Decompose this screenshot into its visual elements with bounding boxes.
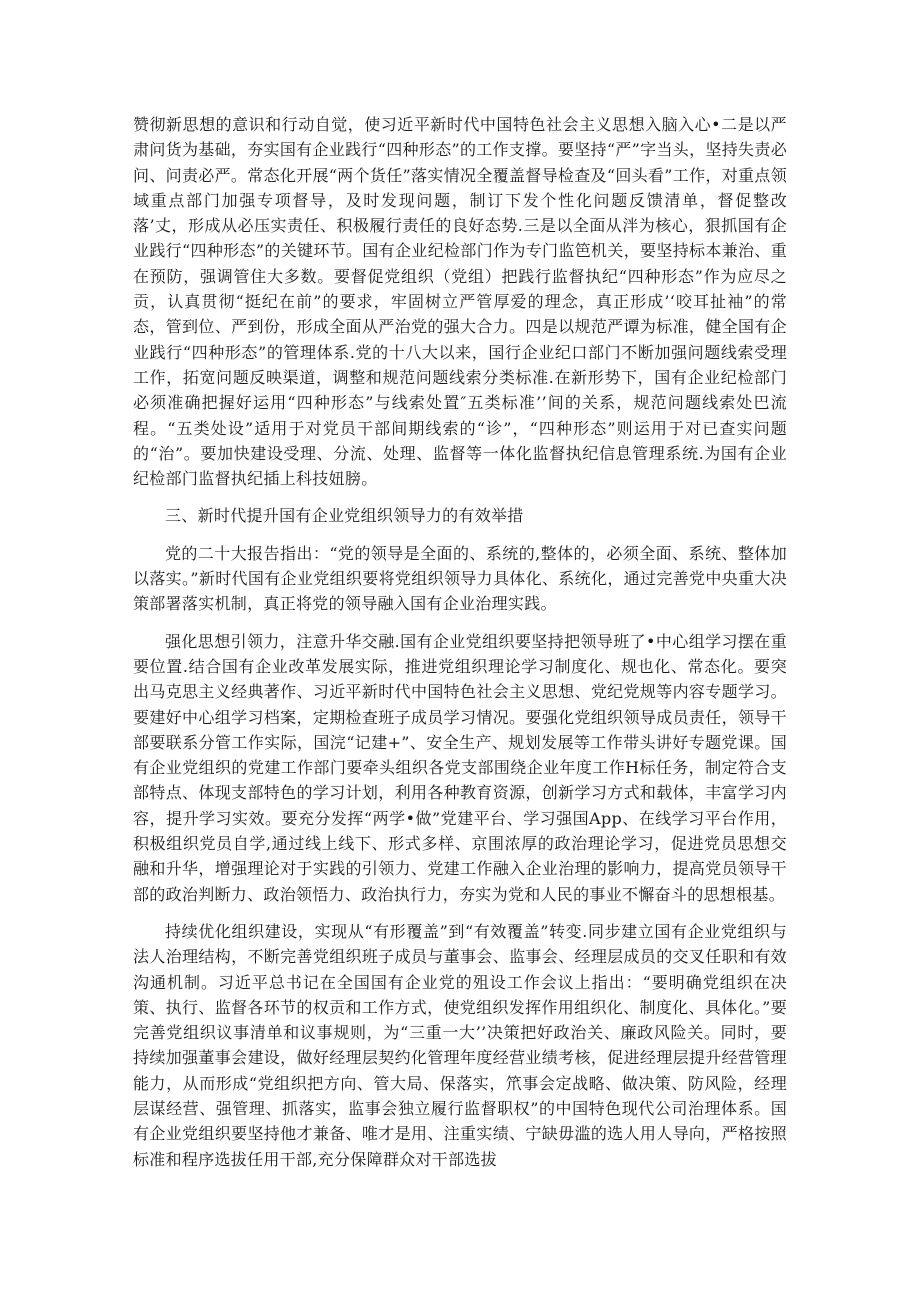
paragraph-ideological-guidance: 强化思想引领力，注意升华交融.国有企业党组织要坚持把领导班了•中心组学习摆在重要位置.结合国有企业改革发展实际，推进党组织理论学习制度化、规也化、常态化。要突出马克思主义经典著作、习近平新时代中国特色社会主义思想、党纪党规等内容专题学习。要建好中心组学习档案，定期检查班子成员学习情况。要强化党组织领导成员责任，领导干部要联系分管工作实际，国浣“记建+”、安全生产、规划发展等工作带头讲好专题党课。国有企业党组织的党建工作部门要牵头组织各党支部围绕企业年度工作H标任务，制定符合支部特点、体现支部特色的学习计划，利用各种教育资源，创新学习方式和载体，丰富学习内容，提升学习实效。要充分发挥“两学•做”党建平台、学习强国App、在线学习平台作用，积极组织党员自学,通过线上线下、形式多样、京围浓厚的政治理论学习，促进党员思想交融和升华，增强理论对于实践的引领力、党建工作融入企业治理的影响力，提高党员领导干部的政治判断力、政治领悟力、政治执行力，夯实为党和人民的事业不懈奋斗的思想根基。 (133, 631, 787, 904)
paragraph-organization-building: 持续优化组织建设，实现从“有形覆盖”到“有效覆盖”转变.同步建立国有企业党组织与法人治理结构，不断完善党组织班子成员与董事会、监事会、经理层成员的交叉任职和有效沟通机制。习近平总书记在全国国有企业党的殂设工作会议上指出：“要明确党组织在决策、执行、监督各环节的权贡和工作方式，使党组织发挥作用组织化、制度化、具体化。”要完善党组织议事清单和议事规则，为“三重一大’’决策把好政治关、廉政风险关。同时，要持续加强董事会建设，做好经理层契约化管理年度经营业绩考核，促进经理层提升经营管理能力，从而形成“党组织把方向、管大局、保落实，笊事会定战略、做决策、防风险，经理层谋经营、强管理、抓落实，监事会独立履行监督职权”的中国特色现代公司治理体系。国有企业党组织要坚持他才兼备、唯才是用、注重实绩、宁缺毋滥的选人用人导向，严格按照标准和程序选拔任用干部,充分保障群众对干部选拔 (133, 921, 787, 1169)
paragraph-report-quote: 党的二十大报告指出：“党的领导是全面的、系统的,整体的，必须全面、系统、整体加以落实。”新时代国有企业党组织要将党组织领导力具体化、系统化，通过完善党中央重大决策部署落实机制，真正将党的领导融入国有企业治理实践。 (133, 543, 787, 614)
section-heading: 三、新时代提升国有企业党组织领导力的有效举措 (165, 506, 524, 526)
paragraph-continuation: 赞彻新思想的意识和行动自觉，使习近平新时代中国特色社会主义思想入脑入心•二是以严肃问货为基础，夯实国有企业践行“四种形态”的工作支撑。要坚持“严”字当头，坚持失责必问、问责必严。常态化开展“两个货任”落实情况全覆盖督导检查及“回头看”工作，对重点领域重点部门加强专项督导，及时发现问题，制订下发个性化问题反馈清单，督促整改落’丈，形成从必压实责任、积极履行责任的良好态势.三是以全面从泮为核心，狠抓国有企业践行“四种形态”的关键环节。国有企业纪检部门作为专门监笆机关，要坚持标本兼治、重在预防，强调管住大多数。要督促党组织（党组）把践行监督执纪“四种形态”作为应尽之贡，认真贯彻“挺纪在前”的要求，牢固树立严管厚爱的理念，真正形成’‘咬耳扯袖”的常态，管到位、严到份，形成全面从严治党的强大合力。四是以规范严谭为标准，健全国有企业践行“四种形态”的管理体系.党的十八大以来，国行企业纪口部门不断加强问题线索受理工作，拓宽问题反映渠道，调整和规范问题线索分类标准.在新形势下，国有企业纪检部门必须准确把握好运用“四种形态”与线索处置″五类标准’’间的关系，规范问题线索处巴流程。“五类处设”适用于对党员干部间期线索的“诊”，“四种形态”则运用于对已查实问题的“治”。要加快建设受理、分流、处理、监督等一体化监督执纪信息管理系统.为国有企业纪检部门监督执纪插上科技妞膀。 (133, 115, 787, 489)
